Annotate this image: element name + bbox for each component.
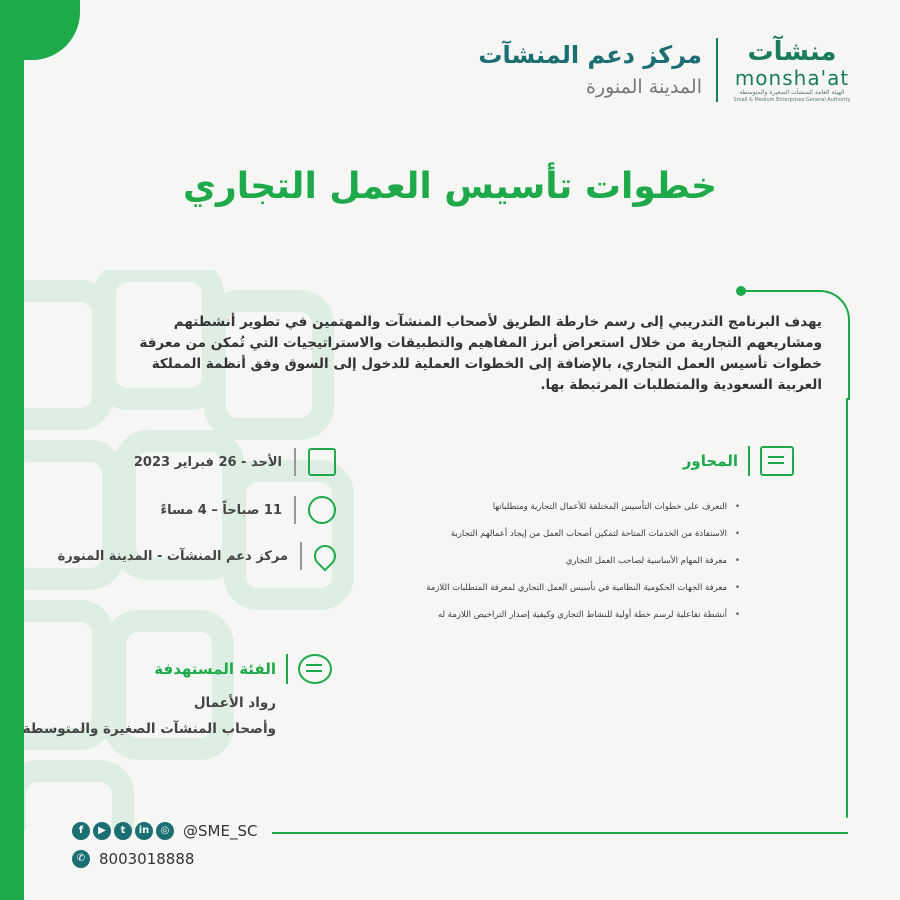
location-divider bbox=[300, 542, 302, 570]
target-heading bbox=[154, 654, 332, 684]
logo-english: monsha'at bbox=[734, 65, 850, 90]
logo-subtitle-ar: الهيئة العامة للمنشآت الصغيرة والمتوسطة bbox=[739, 88, 845, 96]
axes-heading bbox=[683, 446, 794, 476]
target-line-2: وأصحاب المنشآت الصغيرة والمتوسطة bbox=[22, 721, 276, 737]
header-divider bbox=[716, 38, 718, 102]
target-audience bbox=[23, 690, 276, 742]
people-icon bbox=[298, 654, 332, 684]
event-location: مركز دعم المنشآت - المدينة المنورة bbox=[57, 548, 288, 564]
twitter-icon[interactable]: t bbox=[114, 822, 132, 840]
axes-list bbox=[426, 500, 740, 635]
intro-paragraph: يهدف البرنامج التدريبي إلى رسم خارطة الطريق لأصحاب المنشآت والمهتمين في تطوير أنشطتهم ومشاريعهم التجارية من خلال استعراض أبرز المفاهيم والتطبيقات والاستراتيجيات التي تُمكن من معرفة خطوات تأسيس العمل التجاري، بالإضافة إلى الخطوات العملية للدخول إلى السوق وفق أنظمة المملكة العربية السعودية والمتطلبات المرتبطة بها. bbox=[139, 314, 822, 393]
linkedin-icon[interactable]: in bbox=[135, 822, 153, 840]
instagram-icon[interactable]: ◎ bbox=[156, 822, 174, 840]
right-frame-line bbox=[846, 398, 848, 818]
calendar-icon bbox=[308, 448, 336, 476]
list-item: • معرفة الجهات الحكومية النظامية في تأسيس العمل التجاري لمعرفة المتطلبات اللازمة bbox=[426, 581, 740, 608]
date-divider bbox=[294, 448, 296, 476]
logo-subtitle-en: Small & Medium Enterprises General Authority bbox=[733, 96, 851, 103]
logo-arabic: منشآت bbox=[747, 36, 837, 67]
social-bar bbox=[72, 822, 257, 840]
target-label: الفئة المستهدفة bbox=[154, 660, 276, 678]
time-row bbox=[160, 496, 336, 524]
target-line-1: رواد الأعمال bbox=[193, 695, 276, 711]
list-item: • الاستفادة من الخدمات المتاحة لتمكين أصحاب العمل من إيجاد أعمالهم التجارية bbox=[426, 527, 740, 554]
checklist-icon bbox=[760, 446, 794, 476]
event-time: 11 صباحاً – 4 مساءً bbox=[160, 502, 282, 518]
date-row bbox=[134, 448, 336, 476]
youtube-icon[interactable]: ▶ bbox=[93, 822, 111, 840]
header-text bbox=[478, 38, 702, 102]
footer-line bbox=[272, 832, 848, 834]
time-divider bbox=[294, 496, 296, 524]
list-item: • التعرف على خطوات التأسيس المختلفة للأعمال التجارية ومتطلباتها bbox=[426, 500, 740, 527]
monshaat-logo bbox=[732, 37, 852, 104]
main-title: خطوات تأسيس العمل التجاري bbox=[183, 166, 717, 207]
left-accent-bar bbox=[0, 0, 24, 900]
list-item: • معرفة المهام الأساسية لصاحب العمل التجاري bbox=[426, 554, 740, 581]
list-item: • أنشطة تفاعلية لرسم خطة أولية للنشاط التجاري وكيفية إصدار التراخيص اللازمة له bbox=[426, 608, 740, 635]
axes-label: المحاور bbox=[682, 452, 738, 470]
clock-icon bbox=[308, 496, 336, 524]
location-pin-icon bbox=[309, 540, 340, 571]
axes-divider bbox=[748, 446, 750, 476]
target-divider bbox=[286, 654, 288, 684]
facebook-icon[interactable]: f bbox=[72, 822, 90, 840]
location-row bbox=[58, 542, 336, 570]
phone-row bbox=[72, 850, 194, 868]
phone-icon: ✆ bbox=[72, 850, 90, 868]
header-city: المدينة المنورة bbox=[585, 76, 702, 98]
phone-number[interactable]: 8003018888 bbox=[99, 850, 195, 868]
event-date: الأحد - 26 فبراير 2023 bbox=[133, 454, 282, 470]
header-title: مركز دعم المنشآت bbox=[478, 41, 702, 69]
social-handle[interactable]: @SME_SC bbox=[183, 822, 258, 840]
header bbox=[478, 30, 852, 110]
